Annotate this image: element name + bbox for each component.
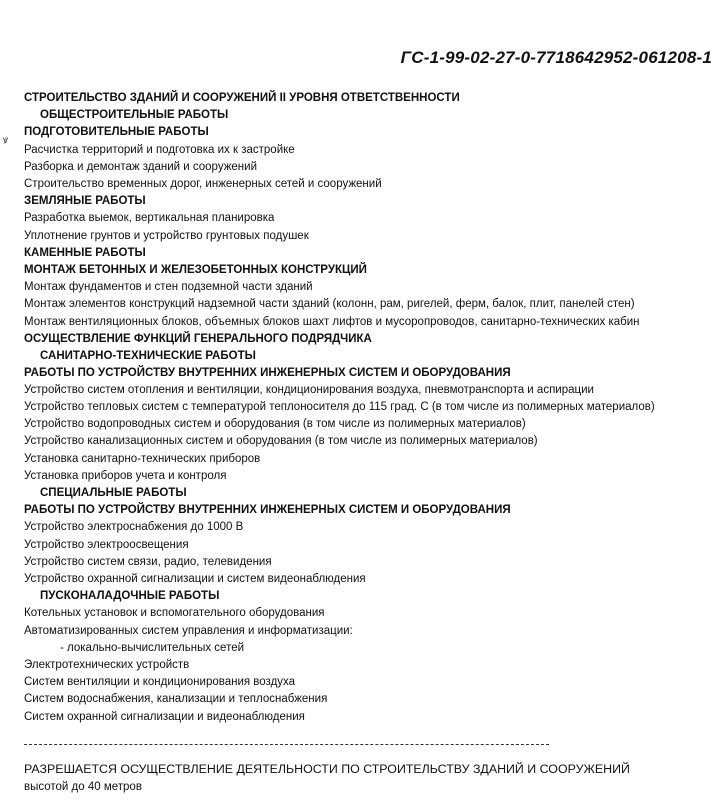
- work-item: Строительство временных дорог, инженерных сетей и сооружений: [24, 178, 382, 191]
- work-item: Монтаж элементов конструкций надземной части зданий (колонн, рам, ригелей, ферм, балок, плит, панелей стен): [24, 298, 635, 311]
- subsection-heading: РАБОТЫ ПО УСТРОЙСТВУ ВНУТРЕННИХ ИНЖЕНЕРНЫХ СИСТЕМ И ОБОРУДОВАНИЯ: [24, 504, 511, 517]
- dashed-divider: [24, 744, 549, 745]
- subsection-heading: РАБОТЫ ПО УСТРОЙСТВУ ВНУТРЕННИХ ИНЖЕНЕРНЫХ СИСТЕМ И ОБОРУДОВАНИЯ: [24, 367, 511, 380]
- work-item: Устройство систем связи, радио, телевидения: [24, 555, 272, 568]
- work-item: Устройство систем отопления и вентиляции, кондиционирования воздуха, пневмотранспорта и аспирации: [24, 384, 594, 397]
- work-item: Устройство электроосвещения: [24, 538, 189, 551]
- permission-statement: РАЗРЕШАЕТСЯ ОСУЩЕСТВЛЕНИЕ ДЕЯТЕЛЬНОСТИ ПО СТРОИТЕЛЬСТВУ ЗДАНИЙ И СООРУЖЕНИЙ: [24, 762, 630, 776]
- subsection-heading: КАМЕННЫЕ РАБОТЫ: [24, 246, 146, 259]
- subsection-heading: ЗЕМЛЯНЫЕ РАБОТЫ: [24, 195, 146, 208]
- work-item: Разборка и демонтаж зданий и сооружений: [24, 160, 257, 173]
- category-heading: СПЕЦИАЛЬНЫЕ РАБОТЫ: [40, 486, 187, 499]
- work-item: Уплотнение грунтов и устройство грунтовых подушек: [24, 229, 309, 242]
- height-limit: высотой до 40 метров: [24, 781, 142, 793]
- scan-margin-mark: ꝟ: [3, 135, 9, 146]
- work-item: Устройство канализационных систем и оборудования (в том числе из полимерных материалов): [24, 435, 538, 448]
- work-item: Устройство электроснабжения до 1000 В: [24, 521, 244, 534]
- work-item: Систем охранной сигнализации и видеонаблюдения: [24, 710, 305, 723]
- work-item: Устройство водопроводных систем и оборудования (в том числе из полимерных материалов): [24, 418, 526, 431]
- subsection-heading: МОНТАЖ БЕТОННЫХ И ЖЕЛЕЗОБЕТОННЫХ КОНСТРУКЦИЙ: [24, 264, 367, 277]
- work-subitem: - локально-вычислительных сетей: [60, 641, 245, 654]
- work-item: Разработка выемок, вертикальная планировка: [24, 212, 275, 225]
- work-item: Монтаж вентиляционных блоков, объемных блоков шахт лифтов и мусоропроводов, санитарно-технических кабин: [24, 315, 640, 328]
- work-item: Систем водоснабжения, канализации и теплоснабжения: [24, 693, 328, 706]
- works-list: [24, 90, 714, 726]
- category-heading: САНИТАРНО-ТЕХНИЧЕСКИЕ РАБОТЫ: [40, 350, 256, 363]
- work-item: Расчистка территорий и подготовка их к застройке: [24, 143, 295, 156]
- work-item: Автоматизированных систем управления и информатизации:: [24, 624, 353, 637]
- work-item: Установка приборов учета и контроля: [24, 469, 227, 482]
- category-heading: ПУСКОНАЛАДОЧНЫЕ РАБОТЫ: [40, 590, 220, 603]
- work-item: Котельных установок и вспомогательного оборудования: [24, 607, 325, 620]
- section-heading: СТРОИТЕЛЬСТВО ЗДАНИЙ И СООРУЖЕНИЙ II УРОВНЯ ОТВЕТСТВЕННОСТИ: [24, 92, 460, 104]
- subsection-heading: ПОДГОТОВИТЕЛЬНЫЕ РАБОТЫ: [24, 126, 209, 139]
- document-code: ГС-1-99-02-27-0-7718642952-061208-1: [400, 48, 712, 67]
- work-item: Устройство охранной сигнализации и систем видеонаблюдения: [24, 572, 366, 585]
- work-item: Электротехнических устройств: [24, 659, 190, 671]
- work-item: Устройство тепловых систем с температурой теплоносителя до 115 град. С (в том числе из полимерных материалов): [24, 400, 655, 413]
- work-item: Систем вентиляции и кондиционирования воздуха: [24, 676, 296, 689]
- footer-permission: [24, 760, 714, 796]
- work-item: Монтаж фундаментов и стен подземной части зданий: [24, 281, 313, 294]
- work-item: Установка санитарно-технических приборов: [24, 452, 261, 465]
- category-heading: ОБЩЕСТРОИТЕЛЬНЫЕ РАБОТЫ: [40, 109, 229, 122]
- subsection-heading: ОСУЩЕСТВЛЕНИЕ ФУНКЦИЙ ГЕНЕРАЛЬНОГО ПОДРЯДЧИКА: [24, 332, 372, 345]
